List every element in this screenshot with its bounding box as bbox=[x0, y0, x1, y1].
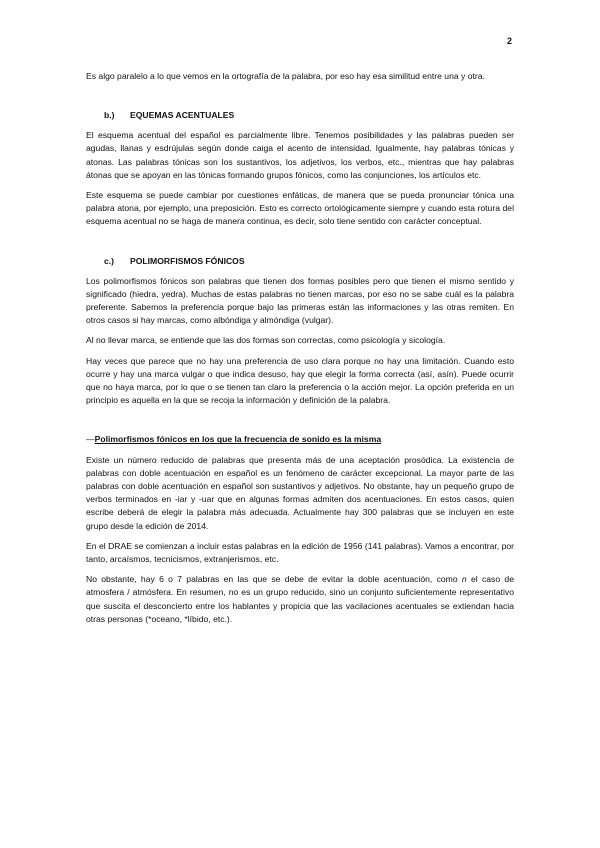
subsection-last-paragraph bbox=[86, 573, 514, 626]
page-number: 2 bbox=[507, 36, 513, 46]
section-b-paragraph: El esquema acentual del español es parcialmente libre. Tenemos posibilidades y las palabras pueden ser agudas, llanas y esdrújulas según donde caiga el acento de intensidad. Igualmente, hay palabras tónicas y atonas. Las palabras tónicas son los sustantivos, los adjetivos, los verbos, etc., mientras que hay palabras átonas que se apoyan en las tónicas formando grupos fónicos, como las conjunciones, los artículos etc. bbox=[86, 130, 514, 180]
subsection-paragraph: En el DRAE se comienzan a incluir estas palabras en la edición de 1956 (141 palabras). Vamos a encontrar, por tanto, arcaísmos, tecnicismos, extranjerismos, etc. bbox=[86, 540, 514, 565]
section-c-heading bbox=[104, 255, 514, 268]
subsection-dash: — bbox=[86, 434, 95, 445]
last-paragraph-before: No obstante, hay 6 o 7 palabras en las que se debe de evitar la doble acentuación, como bbox=[86, 574, 462, 585]
subsection-heading bbox=[86, 433, 514, 446]
section-c-label: c.) bbox=[104, 255, 115, 266]
document-body bbox=[86, 70, 514, 626]
section-b-title: EQUEMAS ACENTUALES bbox=[130, 110, 235, 121]
section-c-paragraph: Los polimorfismos fónicos son palabras que tienen dos formas posibles pero que tienen el mismo sentido y significado (hiedra, yedra). Muchas de estas palabras no tienen marcas, por eso no se sabe cuál es la palabra preferente. Sabemos la preferencia porque bajo las primeras están las informaciones y las otras remiten. En otros casos si hay marcas, como albóndiga y almóndiga (vulgar). bbox=[86, 275, 514, 326]
last-paragraph-italic: n bbox=[461, 574, 467, 585]
section-c-paragraph: Hay veces que parece que no hay una preferencia de uso clara porque no hay una limitación. Cuando esto ocurre y hay una marca vulgar o que indica desuso, hay que elegir la forma correcta (así, asín). Puede ocurrir que no haya marca, por lo que o se tienen tan claro la preferencia o la acción mejor. La opción preferida en un principio es aquella en la que se recoja la información y definición de la palabra. bbox=[86, 355, 514, 406]
intro-paragraph: Es algo paralelo a lo que vemos en la ortografía de la palabra, por eso hay esa similitud entre una y otra. bbox=[86, 71, 485, 81]
section-b-heading bbox=[104, 109, 514, 122]
last-paragraph-after: el caso de atmosfera / atmósfera. En resumen, no es un grupo reducido, sino un conjunto suficientemente representativo que suscita el desconcierto entre los hablantes y propicia que las vacilaciones acentuales se extiendan hacia otras personas (*oceano, *líbido, etc.). bbox=[86, 574, 514, 624]
section-c-title: POLIMORFISMOS FÓNICOS bbox=[130, 255, 245, 266]
section-b-paragraph: Este esquema se puede cambiar por cuestiones enfáticas, de manera que se pueda pronunciar tónica una palabra atona, por ejemplo, una preposición. Esto es correcto ortológicamente siempre y cuando esta rotura del esquema acentual no se haga de manera continua, es decir, solo tiene sentido con carácter conceptual. bbox=[86, 190, 514, 227]
subsection-title: Polimorfismos fónicos en los que la frecuencia de sonido es la misma bbox=[94, 434, 382, 445]
subsection-paragraph: Existe un número reducido de palabras que presenta más de una aceptación prosódica. La existencia de palabras con doble acentuación en español es un fenómeno de carácter excepcional. La mayor parte de las palabras con doble acentuación en español son sustantivos y adjetivos. No obstante, hay un pequeño grupo de verbos terminados en -iar y -uar que en algunas formas admiten dos acentuaciones. En estos casos, quien escribe deberá de elegir la palabra más adecuada. Actualmente hay 300 palabras que se incluyen en este grupo desde la edición de 2014. bbox=[86, 454, 514, 531]
section-b-label: b.) bbox=[104, 110, 115, 121]
section-c-paragraph: Al no llevar marca, se entiende que las dos formas son correctas, como psicología y sicología. bbox=[86, 335, 446, 346]
